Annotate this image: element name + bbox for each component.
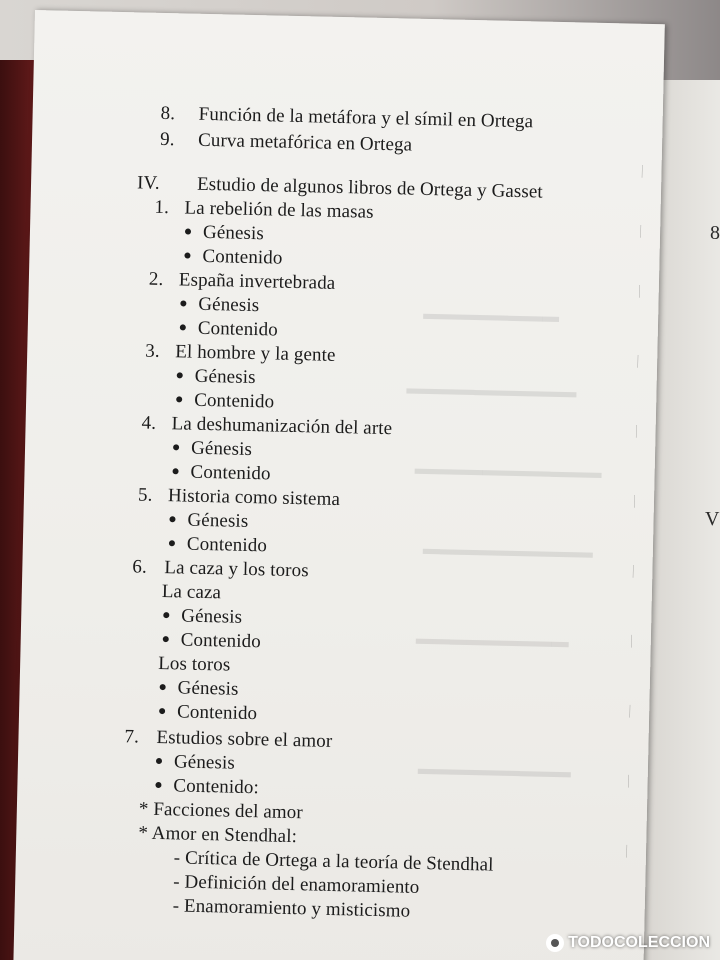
- todocoleccion-logo-icon: [546, 934, 564, 952]
- toc-entry-title: La rebelión de las masas: [184, 197, 374, 223]
- bleed-through-text: ▬▬▬▬▬▬▬▬▬▬: [406, 378, 577, 402]
- page-edge-mark: |: [627, 773, 630, 789]
- toc-entry-title: Función de la metáfora y el símil en Ortega: [198, 103, 534, 133]
- adjacent-page-numeral: 8: [710, 222, 720, 244]
- toc-subentry-text: Génesis: [202, 221, 265, 245]
- toc-entry-number: 1.: [154, 196, 170, 219]
- toc-entry-title: Estudios sobre el amor: [156, 726, 333, 752]
- toc-subentry: [138, 823, 297, 849]
- bullet-icon: [159, 708, 165, 714]
- bullet-icon: [169, 540, 175, 546]
- page-edge-mark: |: [635, 423, 638, 439]
- toc-subentry-text: * Amor en Stendhal:: [138, 822, 298, 848]
- toc-subentry: [139, 799, 303, 825]
- bleed-through-text: ▬▬▬▬▬▬▬▬▬: [417, 758, 572, 782]
- bleed-through-text: ▬▬▬▬▬▬▬▬: [423, 303, 560, 326]
- bullet-icon: [156, 758, 162, 764]
- toc-subheading: [158, 653, 231, 677]
- toc-subentry: [172, 461, 271, 485]
- toc-subentry: [169, 509, 248, 533]
- toc-subentry: [173, 437, 252, 461]
- toc-entry-number: 3.: [145, 340, 160, 362]
- bullet-icon: [180, 324, 186, 330]
- toc-subentry: [163, 605, 242, 629]
- toc-entry-title: El hombre y la gente: [175, 341, 336, 366]
- toc-subentry: [173, 871, 420, 899]
- toc-entry-title: Estudio de algunos libros de Ortega y Gasset: [196, 173, 544, 203]
- bleed-through-text: ▬▬▬▬▬▬▬▬▬: [415, 628, 570, 652]
- toc-subentry-text: - Definición del enamoramiento: [173, 871, 420, 898]
- toc-subentry: [162, 629, 261, 653]
- bullet-icon: [160, 684, 166, 690]
- watermark: [546, 934, 710, 952]
- toc-entry-number: IV.: [136, 172, 160, 194]
- toc-entry: [149, 269, 336, 295]
- toc-subentry: [172, 895, 410, 922]
- toc-subheading: [162, 581, 222, 604]
- page-edge-mark: |: [630, 633, 633, 649]
- bullet-icon: [176, 396, 182, 402]
- toc-subentry-text: Génesis: [173, 751, 236, 774]
- page-edge-mark: |: [638, 283, 641, 299]
- toc-subentry-text: Génesis: [181, 605, 243, 628]
- toc-subentry-text: Contenido: [186, 533, 268, 557]
- toc-subentry: [156, 751, 235, 775]
- toc-subentry-text: - Crítica de Ortega a la teoría de Stendhal: [173, 847, 494, 876]
- toc-subentry: [180, 293, 259, 317]
- toc-subentry-text: Contenido: [190, 461, 271, 485]
- bullet-icon: [180, 300, 186, 306]
- page-edge-mark: |: [632, 563, 634, 579]
- toc-entry-number: 6.: [132, 556, 148, 578]
- page-edge-mark: |: [641, 163, 644, 179]
- toc-subheading-text: Los toros: [157, 652, 231, 676]
- toc-entry-number: 2.: [148, 268, 164, 290]
- toc-subentry-text: Contenido: [202, 245, 283, 269]
- toc-subentry-text: Contenido: [176, 701, 258, 725]
- toc-subentry: [169, 533, 268, 557]
- page-edge-mark: |: [629, 703, 631, 719]
- bleed-through-text: ▬▬▬▬▬▬▬▬▬▬: [422, 538, 594, 562]
- toc-entry-number: 8.: [160, 102, 176, 125]
- watermark-text: TODOCOLECCION: [568, 934, 710, 951]
- bullet-icon: [184, 252, 190, 258]
- toc-subentry-text: Génesis: [194, 365, 256, 389]
- toc-subentry: [185, 221, 264, 245]
- toc-subentry: [184, 245, 283, 269]
- toc-entry-title: La caza y los toros: [164, 557, 309, 582]
- bullet-icon: [177, 372, 183, 378]
- toc-subentry-text: Contenido: [197, 317, 279, 341]
- bullet-icon: [173, 468, 179, 474]
- bullet-icon: [169, 516, 175, 522]
- toc-entry-title: Curva metafórica en Ortega: [197, 129, 413, 156]
- page-edge-mark: |: [639, 223, 642, 239]
- toc-entry-title: La deshumanización del arte: [171, 413, 393, 440]
- toc-entry-title: Historia como sistema: [167, 485, 341, 511]
- bullet-icon: [185, 228, 191, 234]
- toc-entry-number: 4.: [141, 412, 157, 434]
- toc-entry: [154, 197, 374, 224]
- toc-subentry-text: * Facciones del amor: [138, 798, 304, 824]
- bleed-through-text: ▬▬▬▬▬▬▬▬▬▬▬: [414, 458, 602, 482]
- toc-subentry-text: Génesis: [198, 293, 260, 317]
- toc-subheading-text: La caza: [161, 581, 222, 604]
- toc-entry: [160, 103, 533, 133]
- toc-entry: [138, 484, 340, 511]
- toc-entry: [160, 129, 413, 157]
- toc-entry: [141, 413, 392, 441]
- toc-subentry: [180, 317, 279, 341]
- toc-subentry: [155, 775, 259, 799]
- toc-subentry-text: Génesis: [187, 509, 249, 532]
- toc-entry-number: 5.: [137, 484, 153, 506]
- toc-entry: [132, 556, 309, 582]
- book-page: [13, 10, 665, 960]
- toc-subentry: [176, 389, 275, 413]
- bullet-icon: [163, 636, 169, 642]
- page-edge-mark: |: [633, 493, 636, 509]
- page-edge-mark: |: [637, 353, 639, 369]
- toc-entry: [124, 726, 332, 753]
- toc-subentry: [176, 365, 255, 389]
- toc-subentry: [159, 701, 258, 725]
- toc-subentry: [159, 677, 238, 701]
- toc-subentry-text: Contenido: [193, 389, 275, 413]
- bullet-icon: [155, 782, 161, 788]
- adjacent-page-numeral: V: [705, 508, 720, 530]
- toc-subentry-text: Contenido: [180, 629, 262, 653]
- toc-subentry-text: Génesis: [190, 437, 253, 461]
- toc-subentry-text: Contenido:: [173, 775, 260, 799]
- bullet-icon: [173, 444, 179, 450]
- toc-subentry-text: - Enamoramiento y misticismo: [172, 895, 411, 922]
- bullet-icon: [163, 612, 169, 618]
- toc-subentry-text: Génesis: [177, 677, 239, 700]
- toc-entry-number: 9.: [159, 128, 175, 151]
- toc-entry: [145, 341, 336, 367]
- toc-entry-number: 7.: [124, 726, 140, 748]
- page-edge-mark: |: [625, 843, 628, 859]
- toc-entry-title: España invertebrada: [178, 269, 336, 294]
